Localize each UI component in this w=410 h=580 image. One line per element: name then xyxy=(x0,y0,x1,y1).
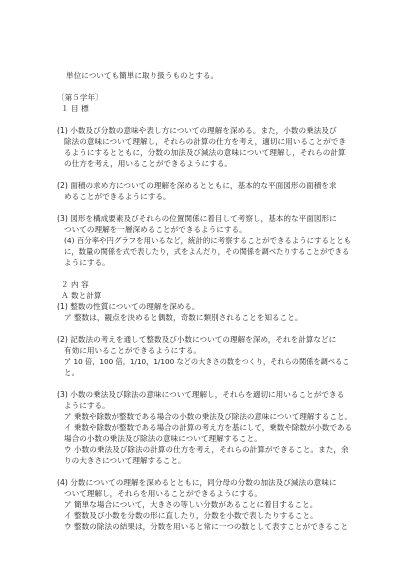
text-line: イ 整数及び小数を分数の形に直したり，分数を小数で表したりすること。 xyxy=(64,511,318,520)
text-line: 場合の小数の乗法及び除法の意味について理解すること。 xyxy=(64,434,262,443)
text-line: (4) 百分率や円グラフを用いるなど，統計的に考察することができるようにするととも xyxy=(64,236,352,245)
text-line: (1) 整数の性質についての理解を深める。 xyxy=(57,302,200,311)
text-line: 有効に用いることができるようにする。 xyxy=(64,346,202,355)
subheading: １ 目 標 xyxy=(61,104,89,113)
text-line: ア 簡単な場合について，大きさの等しい分数があることに着目すること。 xyxy=(64,500,318,509)
text-line: ようにする。 xyxy=(64,258,110,267)
text-line: るようにするとともに，分数の加法及び減法の意味について理解し，それらの計算 xyxy=(64,148,346,157)
text-line: に，数量の関係を式で表したり，式をよんだり，その関係を調べたりすることができる xyxy=(64,247,350,256)
subheading: Ａ 数と計算 xyxy=(61,291,102,300)
text-line: ア 乗数や除数が整数である場合の小数の乗法及び除法の意味について理解すること。 xyxy=(64,412,353,421)
text-line: めることができるようにする。 xyxy=(64,192,171,201)
text-line: ア 10 倍，100 倍，1/10，1/100 などの大きさの数をつくり，それらの関係を調べるこ xyxy=(64,357,350,366)
text-line: ウ 整数の除法の結果は，分数を用いると常に一つの数として表すことができること xyxy=(64,522,349,531)
text-line: ついての理解を一層深めることができるようにする。 xyxy=(64,225,247,234)
text-line: イ 乗数や除数が整数である場合の計算の考え方を基にして，乗数や除数が小数である xyxy=(64,423,353,432)
text-line: (2) 面積の求め方についての理解を深めるとともに，基本的な平面図形の面積を求 xyxy=(57,181,337,190)
text-line: (1) 小数及び分数の意味や表し方についての理解を深める。また，小数の乗法及び xyxy=(57,126,337,135)
text-line: (3) 図形を構成要素及びそれらの位置関係に着目して考察し，基本的な平面図形に xyxy=(57,214,337,223)
text-line: 除法の意味について理解し，それらの計算の仕方を考え，適切に用いることができ xyxy=(64,137,347,146)
text-line: ウ 小数の乗法及び除法の計算の仕方を考え，それらの計算ができること。また，余 xyxy=(64,445,349,454)
text-line: と。 xyxy=(64,368,80,377)
text-line: の仕方を考え，用いることができるようにする。 xyxy=(64,159,232,168)
text-line: ついて理解し，それらを用いることができるようにする。 xyxy=(64,489,262,498)
text-line: (3) 小数の乗法及び除法の意味について理解し，それらを適切に用いることができる xyxy=(57,390,345,399)
text-line: りの大きさについて理解すること。 xyxy=(64,456,186,465)
text-line: ア 整数は，観点を決めると偶数，奇数に類別されることを知ること。 xyxy=(64,313,303,322)
text-line: (4) 分数についての理解を深めるとともに，同分母の分数の加法及び減法の意味に xyxy=(57,478,337,487)
text-line: 単位についても簡単に取り扱うものとする。 xyxy=(66,71,219,80)
text-line: (2) 記数法の考えを通して整数及び小数についての理解を深め，それを計算などに xyxy=(57,335,337,344)
section-heading: 〔第５学年〕 xyxy=(57,93,103,102)
text-line: ようにする。 xyxy=(64,401,110,410)
subheading: ２ 内 容 xyxy=(61,280,89,289)
